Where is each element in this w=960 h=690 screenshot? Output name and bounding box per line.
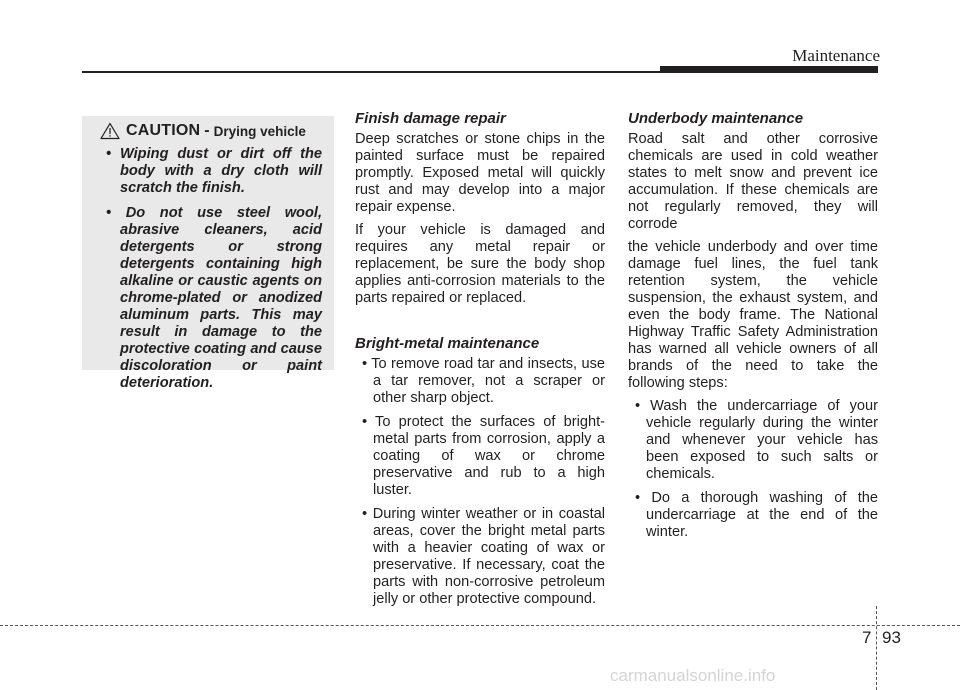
finish-damage-paragraph: Deep scratches or stone chips in the painted surface must be repaired promptly. Exposed metal will quickly rust and may develop into a major repair expense. [355,131,605,215]
underbody-heading: Underbody maintenance [628,110,804,127]
caution-box [82,116,334,391]
bright-metal-item: • To protect the surfaces of bright-metal parts from corrosion, apply a coating of wax or chrome preservative and rub to a high luster. [362,414,606,498]
underbody-paragraph: Road salt and other corrosive chemicals are used in cold weather states to melt snow and prevent ice accumulation. If these chemicals are not regularly removed, they will corrode [628,131,878,232]
warning-triangle-icon [100,122,120,140]
column-middle [355,110,605,615]
caution-label: CAUTION [126,122,201,139]
caution-item: • Wiping dust or dirt off the body with a dry cloth will scratch the finish. [106,146,322,196]
caution-separator: - [204,122,210,139]
footer-divider [876,606,877,690]
chapter-number: 7 [862,628,872,647]
header-rule-accent [660,66,878,73]
section-title: Maintenance [792,46,880,65]
underbody-item: • Do a thorough washing of the undercarriage at the end of the winter. [635,490,878,540]
spacer [355,313,605,335]
caution-list [100,146,322,392]
caution-item: • Do not use steel wool, abrasive cleaners, acid detergents or strong detergents containing high alkaline or caustic agents on chrome-plated or anodized aluminum parts. This may result in damage to the protective coating and cause discoloration or paint deterioration. [106,205,322,391]
underbody-list [628,398,878,541]
bright-metal-heading: Bright-metal maintenance [355,335,540,352]
finish-damage-paragraph: If your vehicle is damaged and requires any metal repair or replacement, be sure the body shop applies anti-corrosion materials to the parts repaired or replaced. [355,222,605,306]
watermark: carmanualsonline.info [610,666,776,685]
footer-rule [0,625,960,626]
header-rule [82,71,662,73]
page-number: 93 [882,628,901,647]
caution-header [100,122,322,140]
underbody-paragraph: the vehicle underbody and over time damage fuel lines, the fuel tank retention system, the vehicle suspension, the exhaust system, and even the body frame. The National Highway Traffic Safety Administration has warned all vehicle owners of all brands of the need to take the following steps: [628,239,878,391]
bright-metal-list [355,356,605,608]
bright-metal-item: • During winter weather or in coastal areas, cover the bright metal parts with a heavier coating of wax or preservative. If necessary, coat the parts with non-corrosive petroleum jelly or other protective compound. [362,506,605,607]
bright-metal-item: • To remove road tar and insects, use a tar remover, not a scraper or other sharp object. [362,356,605,406]
underbody-item: • Wash the undercarriage of your vehicle regularly during the winter and whenever your vehicle has been exposed to such salts or chemicals. [635,398,878,482]
finish-damage-heading: Finish damage repair [355,110,506,127]
caution-subject: Drying vehicle [213,123,306,139]
column-right [628,110,878,548]
